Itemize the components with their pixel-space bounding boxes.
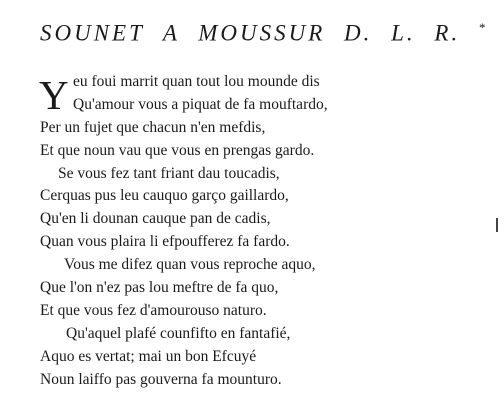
sonnet-body — [40, 71, 480, 391]
drop-cap: Y — [39, 72, 69, 118]
poem-line-2: Qu'amour vous a piquat de fa mouftardo, — [73, 95, 328, 113]
margin-mark — [496, 218, 498, 232]
poem-line-7: Qu'en li dounan cauque pan de cadis, — [40, 210, 271, 228]
footnote-marker: * — [478, 20, 486, 35]
sonnet-title — [40, 20, 485, 47]
poem-line-10: Que l'on n'ez pas lou meftre de fa quo, — [40, 279, 279, 297]
poem-line-3: Per un fujet que chacun n'en mefdis, — [40, 118, 266, 136]
poem-line-8: Quan vous plaira li efpoufferez fa fardo. — [40, 233, 290, 251]
sonnet-title-text: SOUNET A MOUSSUR D. L. R. — [40, 20, 461, 46]
poem-line-13: Aquo es vertat; mai un bon Efcuyé — [40, 347, 257, 365]
poem-line-4: Et que noun vau que vous en prengas gardo. — [40, 141, 315, 159]
poem-line-1-text: eu foui marrit quan tout lou mounde dis — [73, 73, 320, 90]
poem-line-5: Se vous fez tant friant dau toucadis, — [58, 164, 280, 182]
poem-line-12: Qu'aquel plafé counfifto en fantafié, — [66, 324, 291, 342]
poem-line-6: Cerquas pus leu cauquo garço gaillardo, — [40, 187, 289, 205]
poem-line-11: Et que vous fez d'amourousо naturo. — [40, 301, 267, 319]
poem-line-9: Vous me difez quan vous reproche aquo, — [64, 256, 316, 274]
poem-line-14: Noun laiffo pas gouverna fa mounturo. — [40, 370, 282, 388]
